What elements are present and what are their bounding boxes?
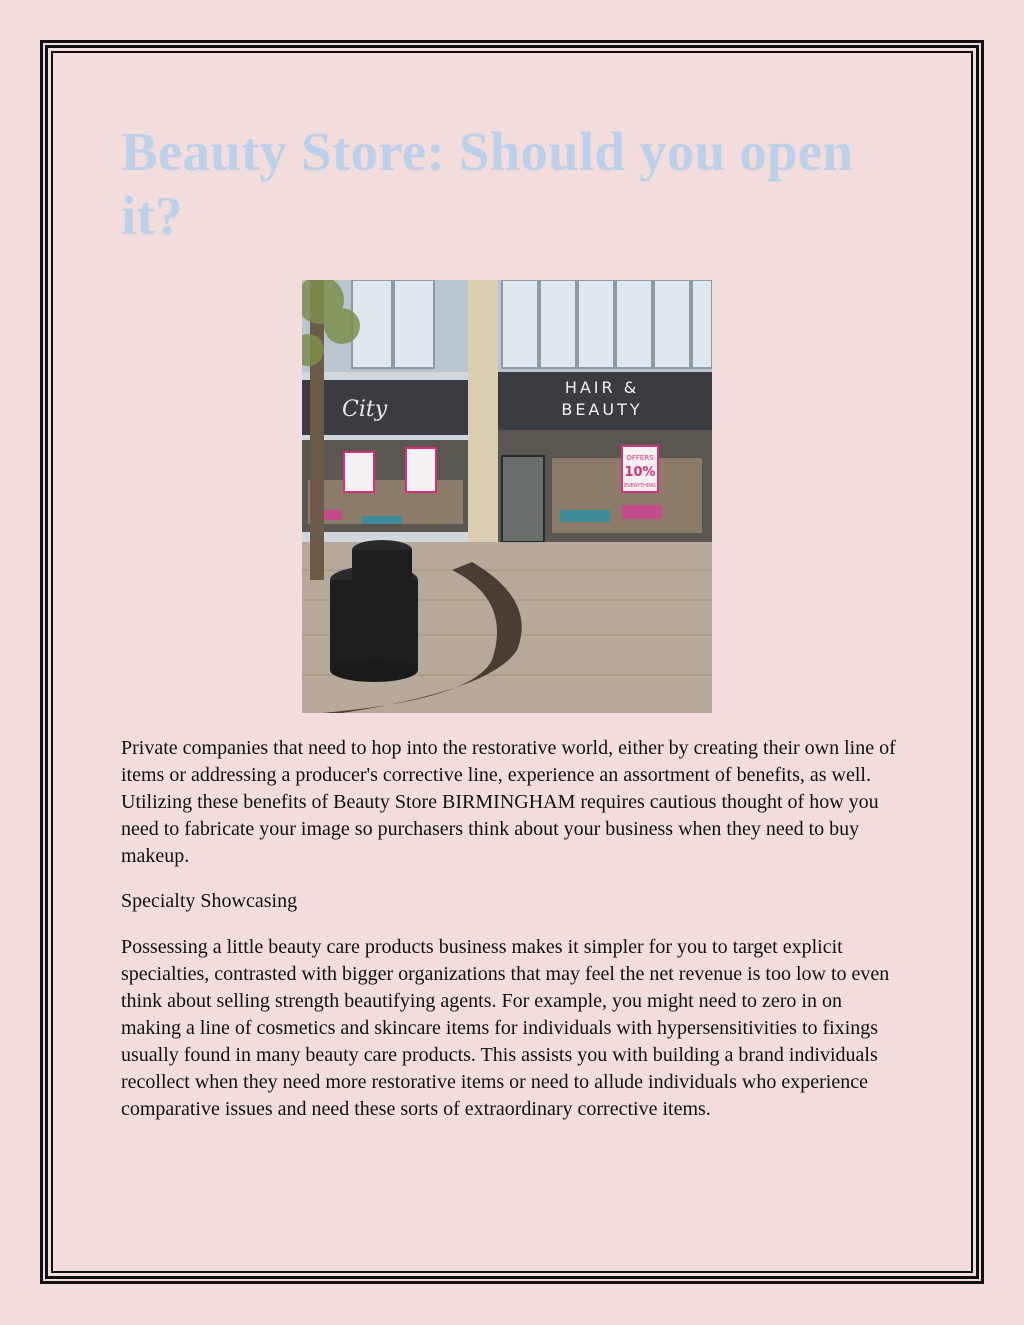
poster-offers: OFFERS (626, 454, 654, 462)
storefront-photo (302, 280, 712, 713)
document-content (121, 120, 901, 1123)
poster-everything: EVERYTHING (624, 483, 656, 489)
intro-paragraph: Private companies that need to hop into the restorative world, either by creating their own line of items or addressing a producer's corrective line, experience an assortment of benefits, as well. Utilizing these benefits of Beauty Store BIRMINGHAM requires cautious thought of how you need to fabricate your image so purchasers think about your business when they need to buy makeup. (121, 737, 896, 867)
page-title: Beauty Store: Should you open it? (121, 121, 854, 246)
sign-city: City (342, 397, 388, 422)
body-paragraph: Possessing a little beauty care products business makes it simpler for you to target explicit specialties, contrasted with bigger organizations that may feel the net revenue is too low to even think about selling strength beautifying agents. For example, you might need to zero in on making a line of cosmetics and skincare items for individuals with hypersensitivities to fixings usually found in many beauty care products. This assists you with building a brand individuals recollect when they need more restorative items or need to allude individuals who experience comparative issues and need these sorts of extraordinary corrective items. (121, 936, 890, 1120)
poster-percent: 10% (624, 465, 656, 480)
sign-beauty: BEAUTY (561, 400, 643, 419)
sign-hair: HAIR & (564, 378, 640, 397)
section-heading: Specialty Showcasing (121, 890, 298, 912)
